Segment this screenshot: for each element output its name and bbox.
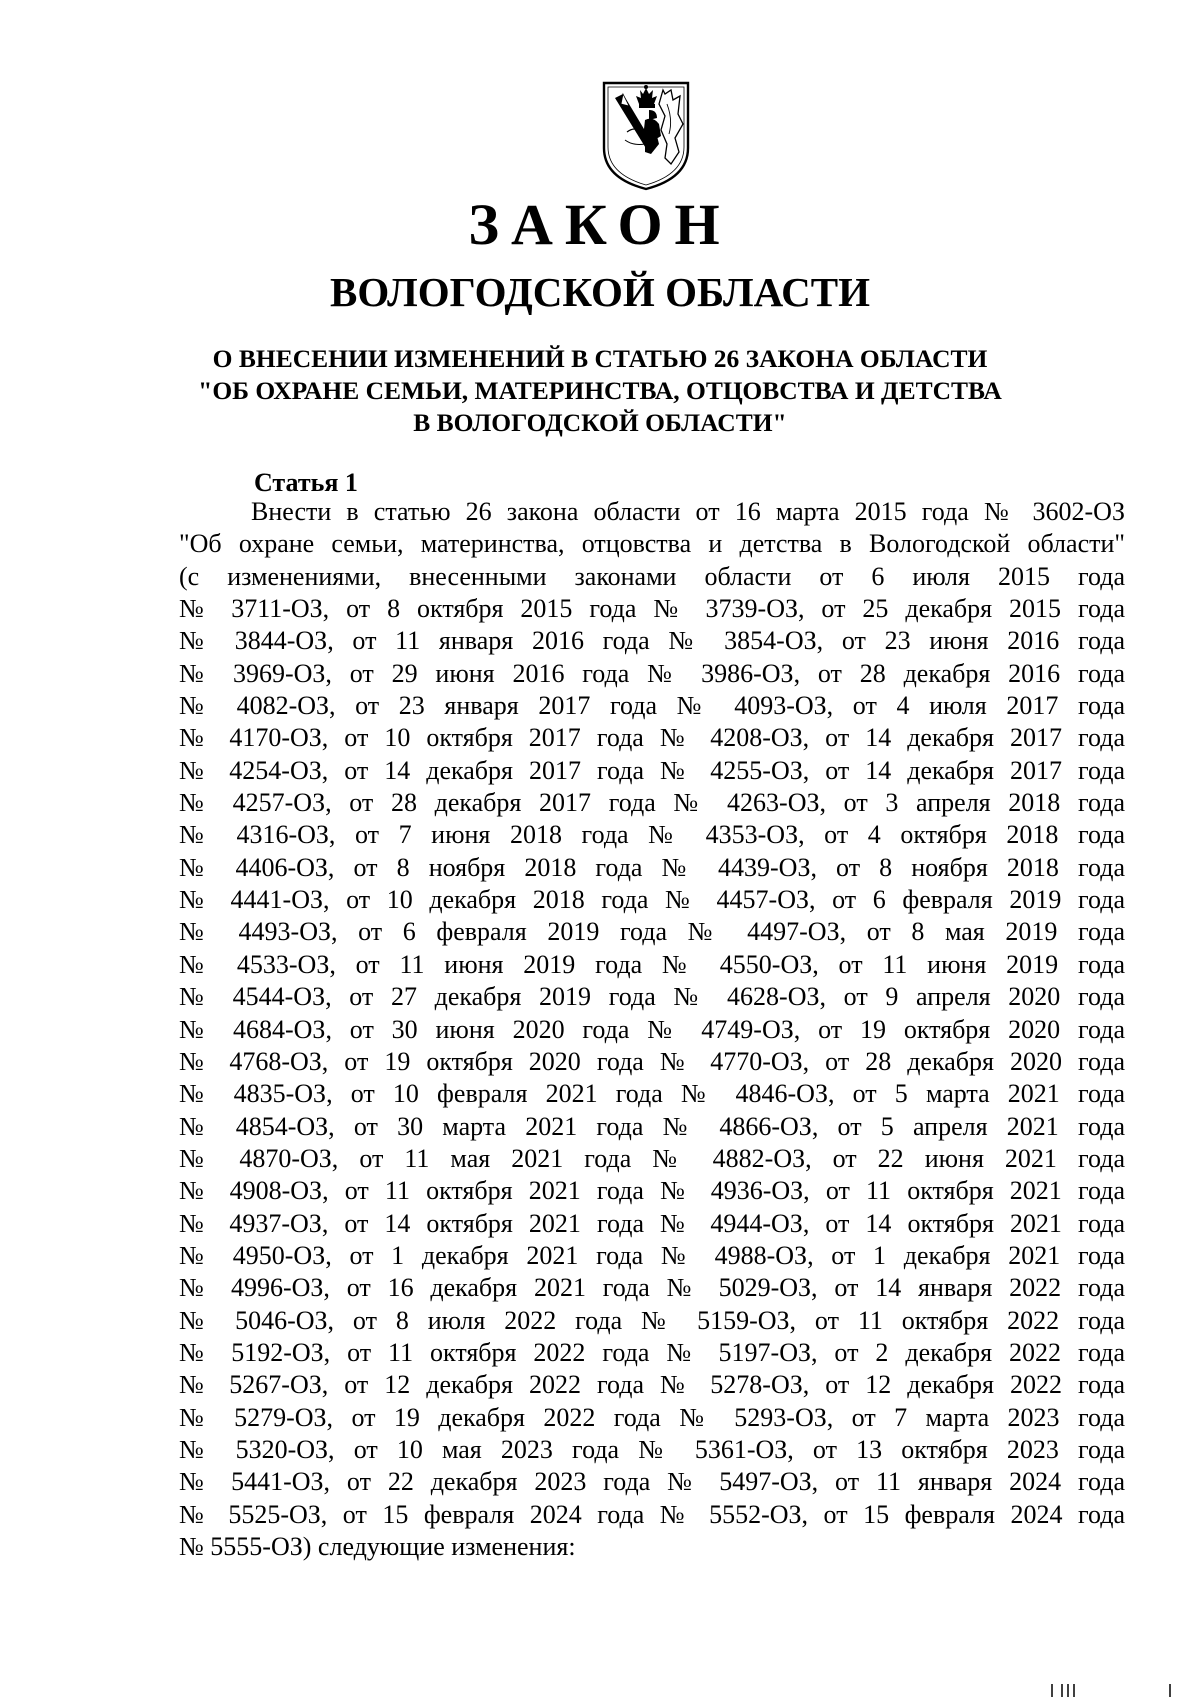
body-text-line: № 5555-ОЗ) следующие изменения: bbox=[179, 1532, 576, 1561]
body-text-line: № 3711-ОЗ, от 8 октября 2015 года № 3739-ОЗ, от 25 декабря 2015 года bbox=[179, 594, 1125, 624]
law-title-line: В ВОЛОГОДСКОЙ ОБЛАСТИ" bbox=[413, 408, 787, 437]
body-text-line: № 4533-ОЗ, от 11 июня 2019 года № 4550-ОЗ, от 11 июня 2019 года bbox=[179, 949, 1125, 979]
body-text-line: № 4441-ОЗ, от 10 декабря 2018 года № 4457-ОЗ, от 6 февраля 2019 года bbox=[179, 885, 1125, 915]
body-text-line: № 5525-ОЗ, от 15 февраля 2024 года № 5552-ОЗ, от 15 февраля 2024 года bbox=[179, 1499, 1125, 1529]
article-heading: Статья 1 bbox=[254, 468, 358, 497]
body-text-line: № 4257-ОЗ, от 28 декабря 2017 года № 4263-ОЗ, от 3 апреля 2018 года bbox=[179, 788, 1125, 818]
body-text-line: № 4544-ОЗ, от 27 декабря 2019 года № 4628-ОЗ, от 9 апреля 2020 года bbox=[179, 982, 1125, 1012]
law-title bbox=[0, 343, 1200, 439]
body-text-line: № 5279-ОЗ, от 19 декабря 2022 года № 5293-ОЗ, от 7 марта 2023 года bbox=[179, 1402, 1125, 1432]
body-text-line: № 4768-ОЗ, от 19 октября 2020 года № 4770-ОЗ, от 28 декабря 2020 года bbox=[179, 1046, 1125, 1076]
body-text-line: № 5192-ОЗ, от 11 октября 2022 года № 5197-ОЗ, от 2 декабря 2022 года bbox=[179, 1337, 1125, 1367]
law-title-line: О ВНЕСЕНИИ ИЗМЕНЕНИЙ В СТАТЬЮ 26 ЗАКОНА ОБЛАСТИ bbox=[212, 344, 988, 373]
body-text-line: № 4082-ОЗ, от 23 января 2017 года № 4093-ОЗ, от 4 июля 2017 года bbox=[179, 691, 1125, 721]
coat-of-arms-emblem bbox=[601, 80, 691, 192]
body-text-line: № 4493-ОЗ, от 6 февраля 2019 года № 4497-ОЗ, от 8 мая 2019 года bbox=[179, 917, 1125, 947]
article-body bbox=[179, 496, 1125, 1563]
body-text-line: № 4316-ОЗ, от 7 июня 2018 года № 4353-ОЗ, от 4 октября 2018 года bbox=[179, 820, 1125, 850]
body-text-line: № 5441-ОЗ, от 22 декабря 2023 года № 5497-ОЗ, от 11 января 2024 года bbox=[179, 1467, 1125, 1497]
scan-mark bbox=[1048, 1684, 1088, 1697]
body-text-line: "Об охране семьи, материнства, отцовства и детства в Вологодской области" bbox=[179, 529, 1125, 559]
body-text-line: № 5267-ОЗ, от 12 декабря 2022 года № 5278-ОЗ, от 12 декабря 2022 года bbox=[179, 1370, 1125, 1400]
body-text-line: № 5320-ОЗ, от 10 мая 2023 года № 5361-ОЗ, от 13 октября 2023 года bbox=[179, 1434, 1125, 1464]
body-text-line: № 4854-ОЗ, от 30 марта 2021 года № 4866-ОЗ, от 5 апреля 2021 года bbox=[179, 1111, 1125, 1141]
scan-mark bbox=[1166, 1684, 1176, 1697]
body-text-line: № 3844-ОЗ, от 11 января 2016 года № 3854-ОЗ, от 23 июня 2016 года bbox=[179, 626, 1125, 656]
body-text-line: № 4870-ОЗ, от 11 мая 2021 года № 4882-ОЗ, от 22 июня 2021 года bbox=[179, 1143, 1125, 1173]
body-text-line: № 4996-ОЗ, от 16 декабря 2021 года № 5029-ОЗ, от 14 января 2022 года bbox=[179, 1273, 1125, 1303]
region-heading: ВОЛОГОДСКОЙ ОБЛАСТИ bbox=[329, 269, 871, 315]
body-text-line: № 5046-ОЗ, от 8 июля 2022 года № 5159-ОЗ, от 11 октября 2022 года bbox=[179, 1305, 1125, 1335]
body-text-line: (с изменениями, внесенными законами области от 6 июля 2015 года bbox=[179, 561, 1125, 591]
body-text-line: № 4254-ОЗ, от 14 декабря 2017 года № 4255-ОЗ, от 14 декабря 2017 года bbox=[179, 755, 1125, 785]
body-text-line: № 4908-ОЗ, от 11 октября 2021 года № 4936-ОЗ, от 11 октября 2021 года bbox=[179, 1176, 1125, 1206]
body-text-line: № 3969-ОЗ, от 29 июня 2016 года № 3986-ОЗ, от 28 декабря 2016 года bbox=[179, 658, 1125, 688]
body-text-line: № 4950-ОЗ, от 1 декабря 2021 года № 4988-ОЗ, от 1 декабря 2021 года bbox=[179, 1240, 1125, 1270]
body-text-line: № 4835-ОЗ, от 10 февраля 2021 года № 4846-ОЗ, от 5 марта 2021 года bbox=[179, 1079, 1125, 1109]
body-text-line: № 4406-ОЗ, от 8 ноября 2018 года № 4439-ОЗ, от 8 ноября 2018 года bbox=[179, 852, 1125, 882]
document-type-heading: ЗАКОН bbox=[468, 192, 732, 257]
body-text-line: Внести в статью 26 закона области от 16 марта 2015 года № 3602-ОЗ bbox=[251, 497, 1125, 526]
law-title-line: "ОБ ОХРАНЕ СЕМЬИ, МАТЕРИНСТВА, ОТЦОВСТВА И ДЕТСТВА bbox=[198, 376, 1002, 405]
body-text-line: № 4937-ОЗ, от 14 октября 2021 года № 4944-ОЗ, от 14 октября 2021 года bbox=[179, 1208, 1125, 1238]
body-text-line: № 4170-ОЗ, от 10 октября 2017 года № 4208-ОЗ, от 14 декабря 2017 года bbox=[179, 723, 1125, 753]
body-text-line: № 4684-ОЗ, от 30 июня 2020 года № 4749-ОЗ, от 19 октября 2020 года bbox=[179, 1014, 1125, 1044]
